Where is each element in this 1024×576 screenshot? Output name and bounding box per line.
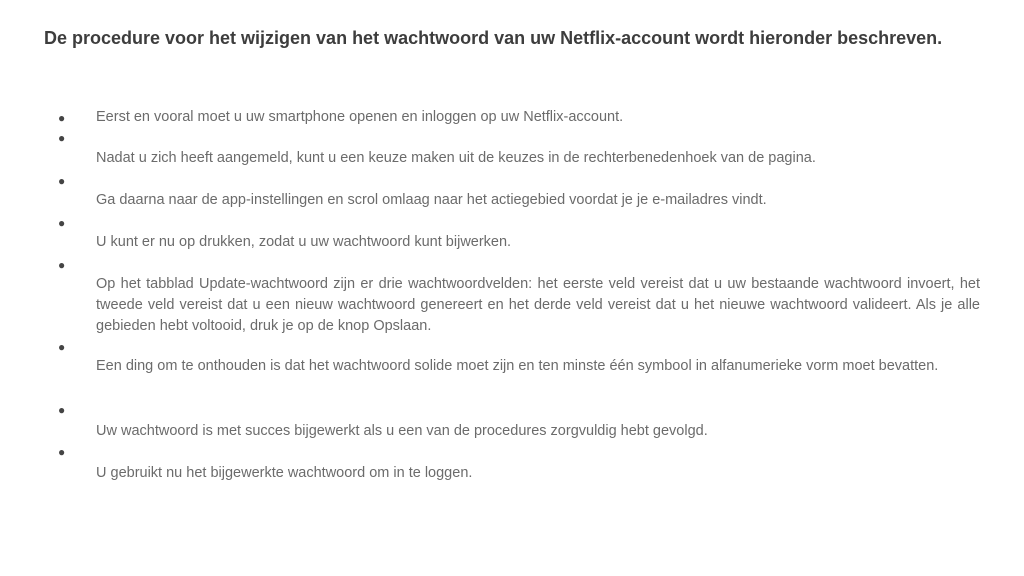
slide-heading: De procedure voor het wijzigen van het wachtwoord van uw Netflix-account wordt hieronder beschreven. [44,28,943,48]
step-text: Nadat u zich heeft aangemeld, kunt u een keuze maken uit de keuzes in de rechterbenedenhoek van de pagina. [96,150,816,166]
bullet-icon: ● [58,258,66,272]
bullet-icon: ● [58,445,66,459]
bullet-icon: ● [58,403,66,417]
step-text: Eerst en vooral moet u uw smartphone openen en inloggen op uw Netflix-account. [96,109,624,125]
step-text: Ga daarna naar de app-instellingen en scrol omlaag naar het actiegebied voordat je je e-mailadres vindt. [96,192,767,208]
bullet-icon: ● [58,131,66,145]
bullet-icon: ● [58,111,66,125]
bullet-icon: ● [58,216,66,230]
bullet-icon: ● [58,174,66,188]
step-text: Uw wachtwoord is met succes bijgewerkt als u een van de procedures zorgvuldig hebt gevolgd. [96,423,708,439]
bullet-icon: ● [58,340,66,354]
step-text: U gebruikt nu het bijgewerkte wachtwoord om in te loggen. [96,465,473,481]
step-text: Een ding om te onthouden is dat het wachtwoord solide moet zijn en ten minste één symbool in alfanumerieke vorm moet bevatten. [96,358,939,374]
step-text: U kunt er nu op drukken, zodat u uw wachtwoord kunt bijwerken. [96,234,512,250]
step-text: Op het tabblad Update-wachtwoord zijn er drie wachtwoordvelden: het eerste veld vereist dat u uw bestaande wachtwoord invoert, het tweede veld vereist dat u een nieuw wachtwoord genereert en het derde veld vereist dat u het nieuwe wachtwoord valideert. Als je alle gebieden hebt voltooid, druk je op de knop Opslaan. [96,276,980,334]
